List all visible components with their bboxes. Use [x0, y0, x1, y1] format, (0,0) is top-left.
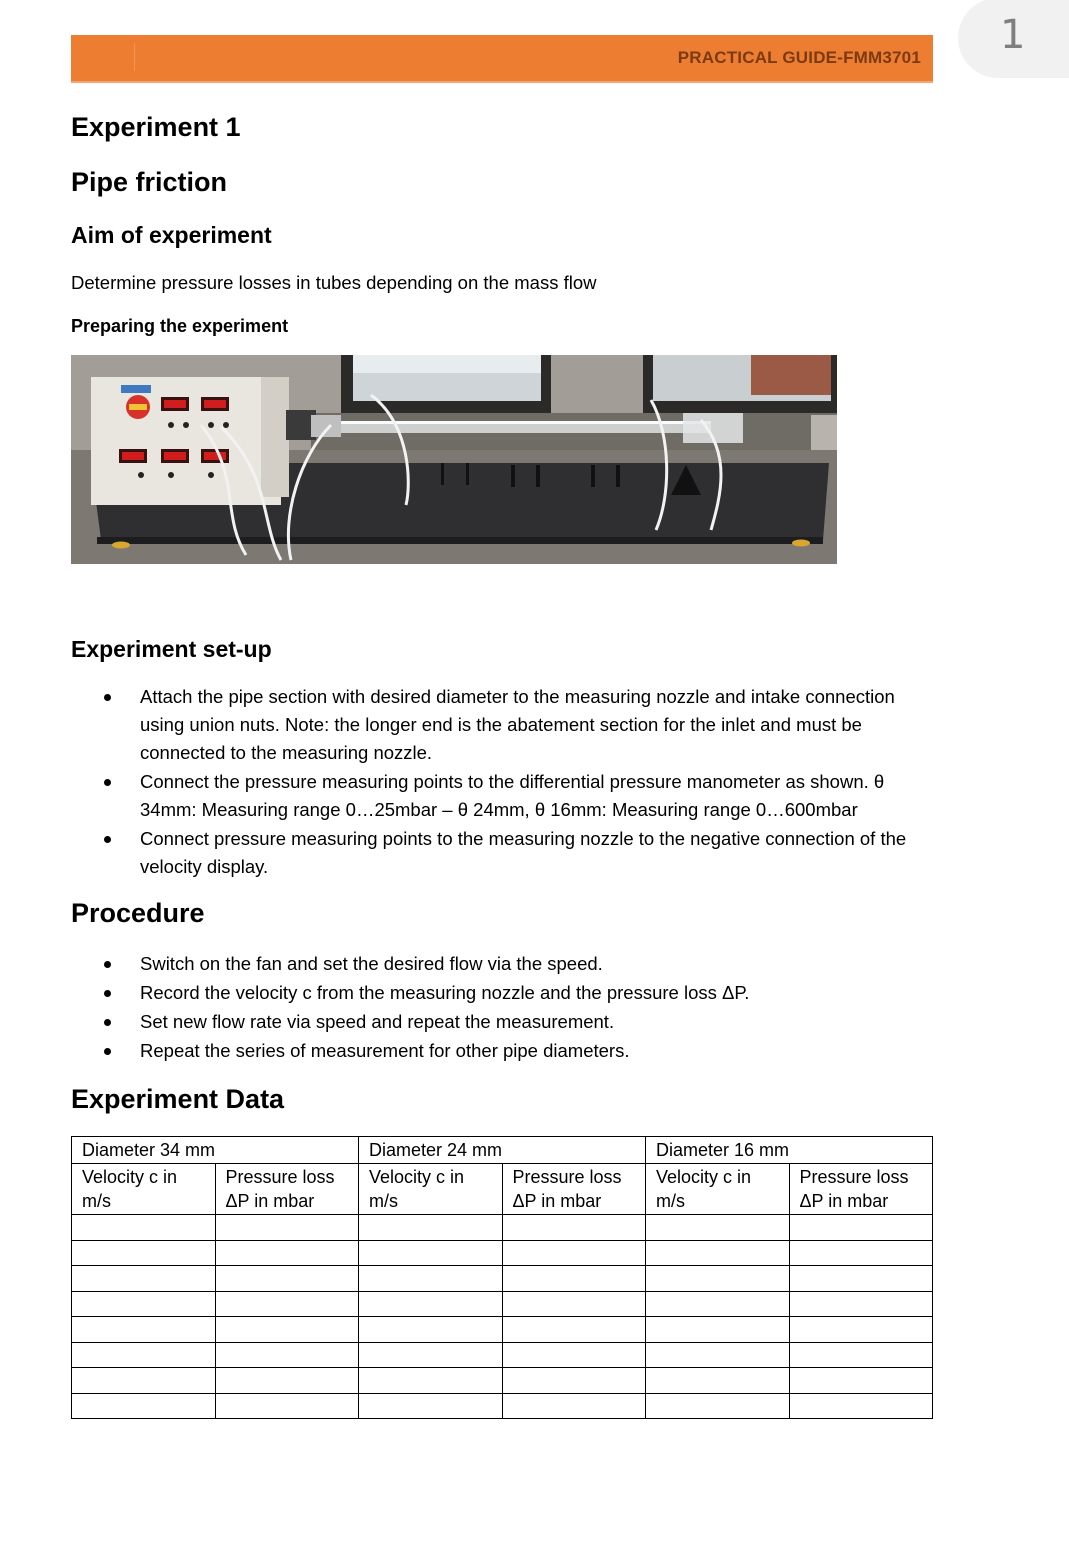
table-cell[interactable] [215, 1393, 359, 1419]
setup-heading: Experiment set-up [71, 636, 272, 662]
header-divider [134, 43, 135, 71]
header-title: PRACTICAL GUIDE-FMM3701 [677, 48, 921, 67]
table-cell[interactable] [789, 1317, 933, 1343]
experiment-data-table [71, 1136, 933, 1419]
table-cell[interactable] [502, 1291, 646, 1317]
table-cell[interactable] [215, 1342, 359, 1368]
table-cell[interactable] [502, 1215, 646, 1241]
setup-list [102, 683, 932, 882]
table-cell[interactable] [646, 1240, 790, 1266]
procedure-heading: Procedure [71, 898, 205, 928]
velocity-header: Velocity c in m/s [72, 1164, 216, 1215]
table-cell[interactable] [72, 1393, 216, 1419]
table-cell[interactable] [789, 1266, 933, 1292]
table-cell[interactable] [359, 1368, 503, 1394]
apparatus-photo [71, 355, 837, 564]
table-cell[interactable] [646, 1266, 790, 1292]
table-cell[interactable] [646, 1291, 790, 1317]
table-cell[interactable] [502, 1342, 646, 1368]
table-row [72, 1291, 933, 1317]
table-cell[interactable] [215, 1215, 359, 1241]
setup-item: Connect the pressure measuring points to the differential pressure manometer as shown. θ 34mm: Measuring range 0…25mbar – θ 24mm, θ 16mm: Measuring range 0…600mbar [102, 768, 932, 824]
table-cell[interactable] [72, 1368, 216, 1394]
diameter-24-header: Diameter 24 mm [359, 1137, 646, 1164]
table-cell[interactable] [72, 1266, 216, 1292]
aim-heading: Aim of experiment [71, 222, 272, 248]
preparing-label: Preparing the experiment [71, 316, 289, 336]
table-cell[interactable] [646, 1342, 790, 1368]
table-cell[interactable] [215, 1266, 359, 1292]
table-cell[interactable] [789, 1342, 933, 1368]
table-group-header-row [72, 1137, 933, 1164]
table-cell[interactable] [502, 1240, 646, 1266]
table-cell[interactable] [502, 1266, 646, 1292]
table-cell[interactable] [72, 1342, 216, 1368]
procedure-item: Record the velocity c from the measuring nozzle and the pressure loss ΔP. [102, 979, 932, 1007]
header-bar [71, 35, 933, 83]
table-cell[interactable] [72, 1291, 216, 1317]
table-cell[interactable] [215, 1317, 359, 1343]
table-row [72, 1215, 933, 1241]
procedure-item: Repeat the series of measurement for other pipe diameters. [102, 1037, 932, 1065]
aim-text: Determine pressure losses in tubes depending on the mass flow [71, 272, 597, 293]
pressure-loss-header: Pressure loss ΔP in mbar [215, 1164, 359, 1215]
table-cell[interactable] [789, 1368, 933, 1394]
procedure-item: Set new flow rate via speed and repeat the measurement. [102, 1008, 932, 1036]
table-cell[interactable] [646, 1368, 790, 1394]
table-cell[interactable] [359, 1291, 503, 1317]
table-cell[interactable] [359, 1215, 503, 1241]
setup-item: Connect pressure measuring points to the measuring nozzle to the negative connection of the velocity display. [102, 825, 932, 881]
table-cell[interactable] [789, 1240, 933, 1266]
table-cell[interactable] [359, 1266, 503, 1292]
table-cell[interactable] [359, 1317, 503, 1343]
table-row [72, 1317, 933, 1343]
procedure-item: Switch on the fan and set the desired flow via the speed. [102, 950, 932, 978]
table-cell[interactable] [502, 1317, 646, 1343]
table-cell[interactable] [215, 1240, 359, 1266]
table-cell[interactable] [646, 1317, 790, 1343]
table-row [72, 1393, 933, 1419]
table-cell[interactable] [646, 1215, 790, 1241]
page-number: 1 [1000, 12, 1026, 58]
table-column-header-row [72, 1164, 933, 1215]
table-cell[interactable] [359, 1240, 503, 1266]
table-cell[interactable] [359, 1342, 503, 1368]
table-cell[interactable] [359, 1393, 503, 1419]
pressure-loss-header: Pressure loss ΔP in mbar [789, 1164, 933, 1215]
table-cell[interactable] [789, 1215, 933, 1241]
table-cell[interactable] [646, 1393, 790, 1419]
table-cell[interactable] [789, 1291, 933, 1317]
velocity-header: Velocity c in m/s [646, 1164, 790, 1215]
table-cell[interactable] [72, 1240, 216, 1266]
table-cell[interactable] [72, 1215, 216, 1241]
velocity-header: Velocity c in m/s [359, 1164, 503, 1215]
table-cell[interactable] [502, 1368, 646, 1394]
table-row [72, 1266, 933, 1292]
diameter-16-header: Diameter 16 mm [646, 1137, 933, 1164]
data-heading: Experiment Data [71, 1084, 285, 1114]
topic-heading: Pipe friction [71, 167, 228, 197]
table-cell[interactable] [72, 1317, 216, 1343]
table-cell[interactable] [789, 1393, 933, 1419]
table-row [72, 1342, 933, 1368]
table-body [72, 1215, 933, 1419]
pressure-loss-header: Pressure loss ΔP in mbar [502, 1164, 646, 1215]
table-cell[interactable] [215, 1291, 359, 1317]
table-row [72, 1368, 933, 1394]
experiment-heading: Experiment 1 [71, 112, 241, 142]
table-row [72, 1240, 933, 1266]
table-cell[interactable] [215, 1368, 359, 1394]
setup-item: Attach the pipe section with desired diameter to the measuring nozzle and intake connection using union nuts. Note: the longer end is the abatement section for the inlet and must be connected to the measuring nozzle. [102, 683, 932, 767]
procedure-list [102, 950, 932, 1066]
table-cell[interactable] [502, 1393, 646, 1419]
diameter-34-header: Diameter 34 mm [72, 1137, 359, 1164]
